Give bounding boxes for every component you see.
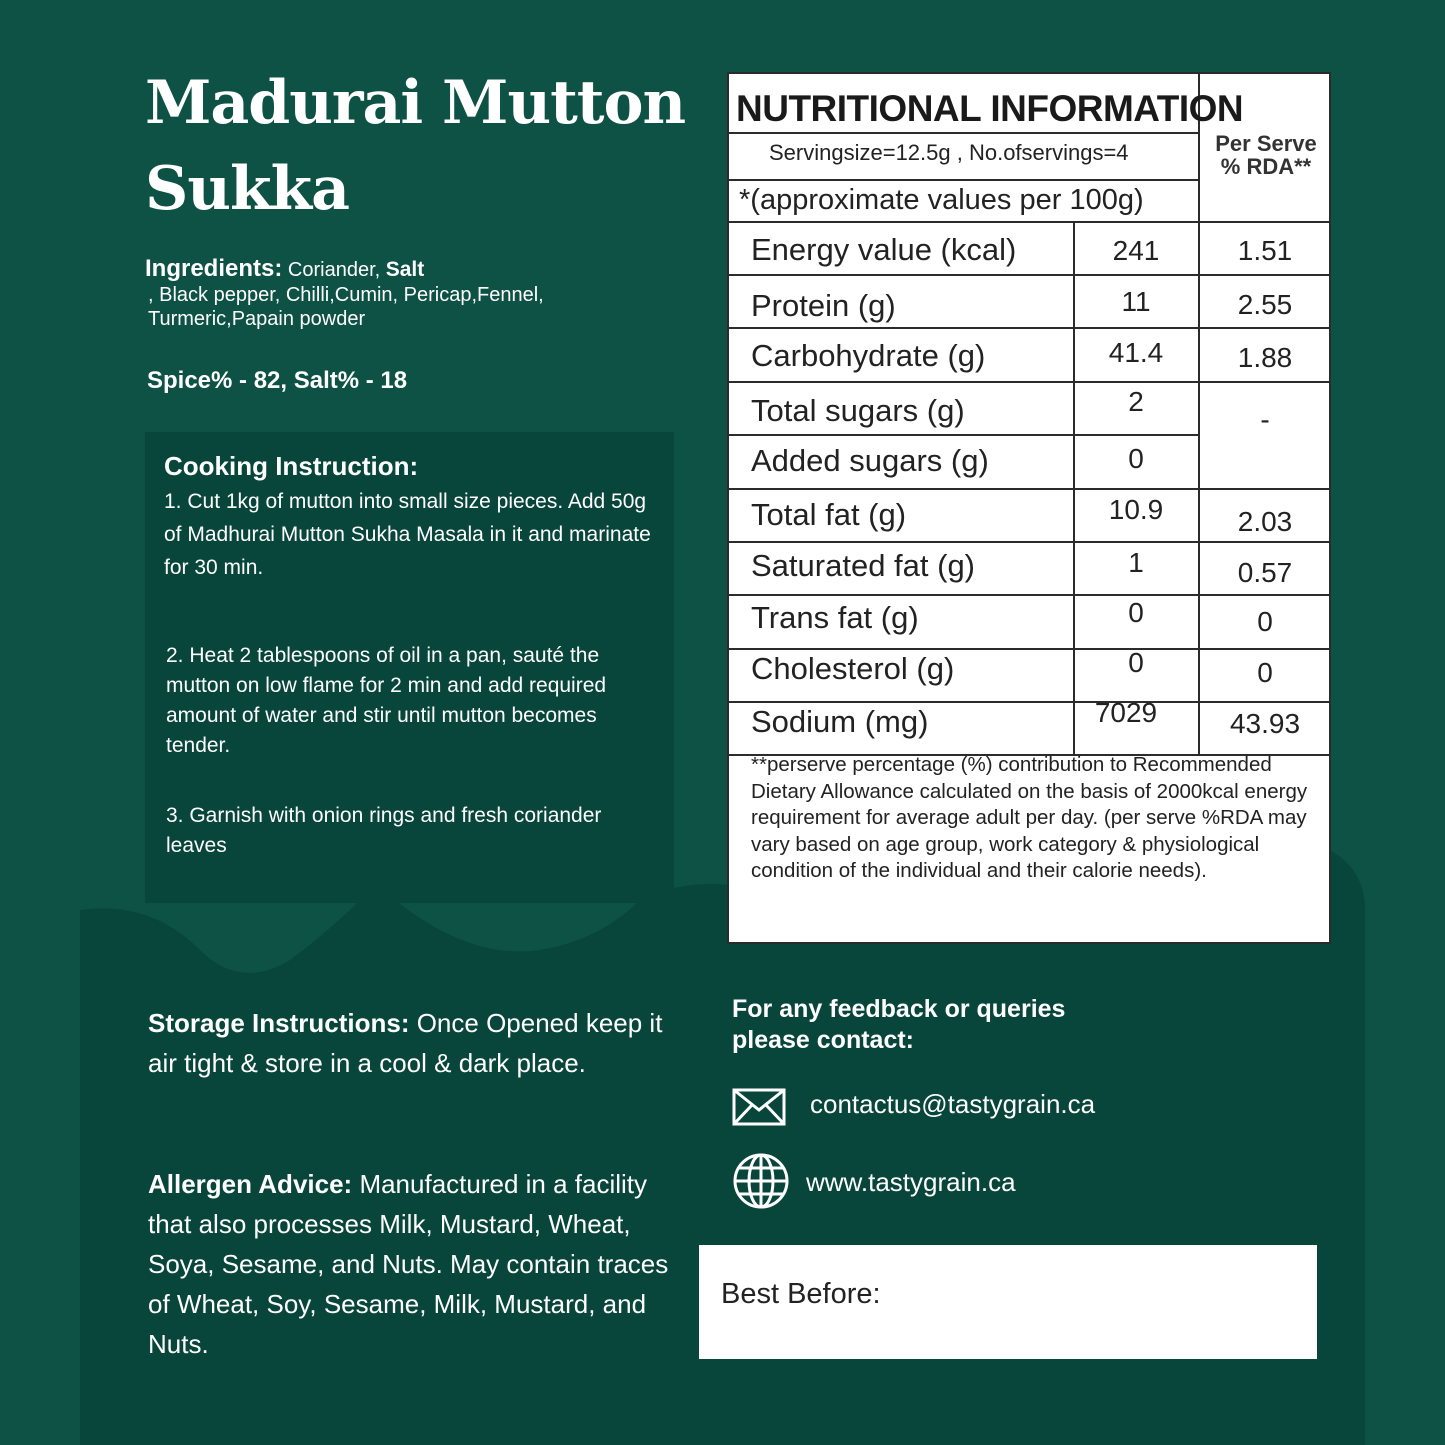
nutrient-name: Energy value (kcal) bbox=[751, 232, 1017, 267]
nutrient-rda: - bbox=[1260, 404, 1270, 435]
contact-email-link[interactable]: contactus@tastygrain.ca bbox=[810, 1089, 1096, 1119]
nutrient-rda: 1.88 bbox=[1237, 342, 1293, 373]
envelope-icon bbox=[732, 1088, 786, 1126]
nutrient-name: Carbohydrate (g) bbox=[751, 338, 986, 373]
nutrient-rda: 43.93 bbox=[1229, 708, 1301, 739]
ingredients-first: Coriander, bbox=[287, 259, 381, 281]
product-title: Madurai Mutton Sukka bbox=[145, 68, 686, 224]
per-serve-line2: % RDA** bbox=[1220, 154, 1312, 179]
nutrient-rda: 2.03 bbox=[1237, 506, 1293, 537]
composition: Spice% - 82, Salt% - 18 bbox=[147, 367, 408, 394]
nutrient-rda: 0 bbox=[1257, 606, 1273, 637]
approx-note: *(approximate values per 100g) bbox=[739, 184, 1144, 216]
cooking-step-1: 1. Cut 1kg of mutton into small size pieces. Add 50g of Madhurai Mutton Sukha Masala in it and marinate for 30 min. bbox=[164, 490, 651, 579]
nutrient-value: 241 bbox=[1112, 235, 1160, 266]
nutrient-rda: 0 bbox=[1257, 657, 1273, 688]
nutrient-value: 1 bbox=[1128, 547, 1144, 578]
nutrient-name: Protein (g) bbox=[751, 288, 896, 323]
contact-website-link[interactable]: www.tastygrain.ca bbox=[806, 1167, 1016, 1197]
cooking-title: Cooking Instruction: bbox=[164, 451, 419, 481]
nutrient-rda: 1.51 bbox=[1237, 235, 1293, 266]
nutrient-name: Sodium (mg) bbox=[751, 704, 929, 739]
nutrition-footnote: **perserve percentage (%) contribution to Recommended Dietary Allowance calculated on the basis of 2000kcal energy requirement for average adult per day. (per serve %RDA may vary based on age group, work category & physiological condition of the individual and their calorie needs). bbox=[751, 753, 1308, 882]
allergen-label: Allergen Advice: bbox=[148, 1169, 353, 1199]
nutrient-value: 0 bbox=[1128, 647, 1144, 678]
cooking-step-3: 3. Garnish with onion rings and fresh coriander leaves bbox=[166, 804, 602, 857]
nutrient-name: Trans fat (g) bbox=[751, 600, 919, 635]
nutrient-value: 0 bbox=[1128, 597, 1144, 628]
per-serve-header bbox=[1201, 132, 1331, 178]
feedback-heading bbox=[732, 994, 1065, 1056]
nutrient-value: 2 bbox=[1128, 386, 1144, 417]
cooking-step-2: 2. Heat 2 tablespoons of oil in a pan, sauté the mutton on low flame for 2 min and add required amount of water and stir until mutton becomes tender. bbox=[166, 644, 607, 757]
nutrient-name: Added sugars (g) bbox=[751, 443, 989, 478]
storage-text: Once Opened keep it air tight & store in a cool & dark place. bbox=[148, 1008, 663, 1078]
feedback-heading-line1: For any feedback or queries bbox=[732, 995, 1066, 1023]
nutrient-name: Cholesterol (g) bbox=[751, 651, 955, 686]
globe-icon bbox=[732, 1152, 790, 1210]
per-serve-line1: Per Serve bbox=[1215, 131, 1317, 156]
ingredients bbox=[145, 256, 665, 331]
nutrient-value: 10.9 bbox=[1108, 494, 1164, 525]
ingredients-rest: , Black pepper, Chilli,Cumin, Pericap,Fennel, Turmeric,Papain powder bbox=[148, 284, 544, 330]
storage-label: Storage Instructions: bbox=[148, 1008, 410, 1038]
storage-instructions bbox=[148, 1003, 693, 1083]
nutrient-name: Total sugars (g) bbox=[751, 393, 965, 428]
nutrient-name: Total fat (g) bbox=[751, 497, 907, 532]
feedback-heading-line2: please contact: bbox=[732, 1026, 915, 1054]
allergen-text: Manufactured in a facility that also processes Milk, Mustard, Wheat, Soya, Sesame, and Nuts. May contain traces of Wheat, Soy, Sesame, Milk, Mustard, and Nuts. bbox=[148, 1169, 669, 1359]
best-before-box bbox=[699, 1245, 1317, 1359]
nutrition-title: NUTRITIONAL INFORMATION bbox=[736, 88, 1244, 129]
nutrient-value: 11 bbox=[1121, 286, 1151, 317]
ingredients-salt: Salt bbox=[385, 258, 425, 281]
nutrient-value: 0 bbox=[1128, 443, 1144, 474]
serving-info: Servingsize=12.5g , No.ofservings=4 bbox=[769, 140, 1129, 165]
ingredients-label: Ingredients: bbox=[145, 255, 283, 282]
nutrient-rda: 0.57 bbox=[1237, 557, 1293, 588]
nutrient-name: Saturated fat (g) bbox=[751, 548, 976, 583]
nutrient-value: 41.4 bbox=[1108, 337, 1164, 368]
nutrient-rda: 2.55 bbox=[1237, 289, 1293, 320]
allergen-advice bbox=[148, 1164, 693, 1364]
best-before-label: Best Before: bbox=[721, 1278, 881, 1310]
nutrition-table bbox=[727, 72, 1331, 944]
nutrient-value: 7029 bbox=[1094, 697, 1158, 728]
